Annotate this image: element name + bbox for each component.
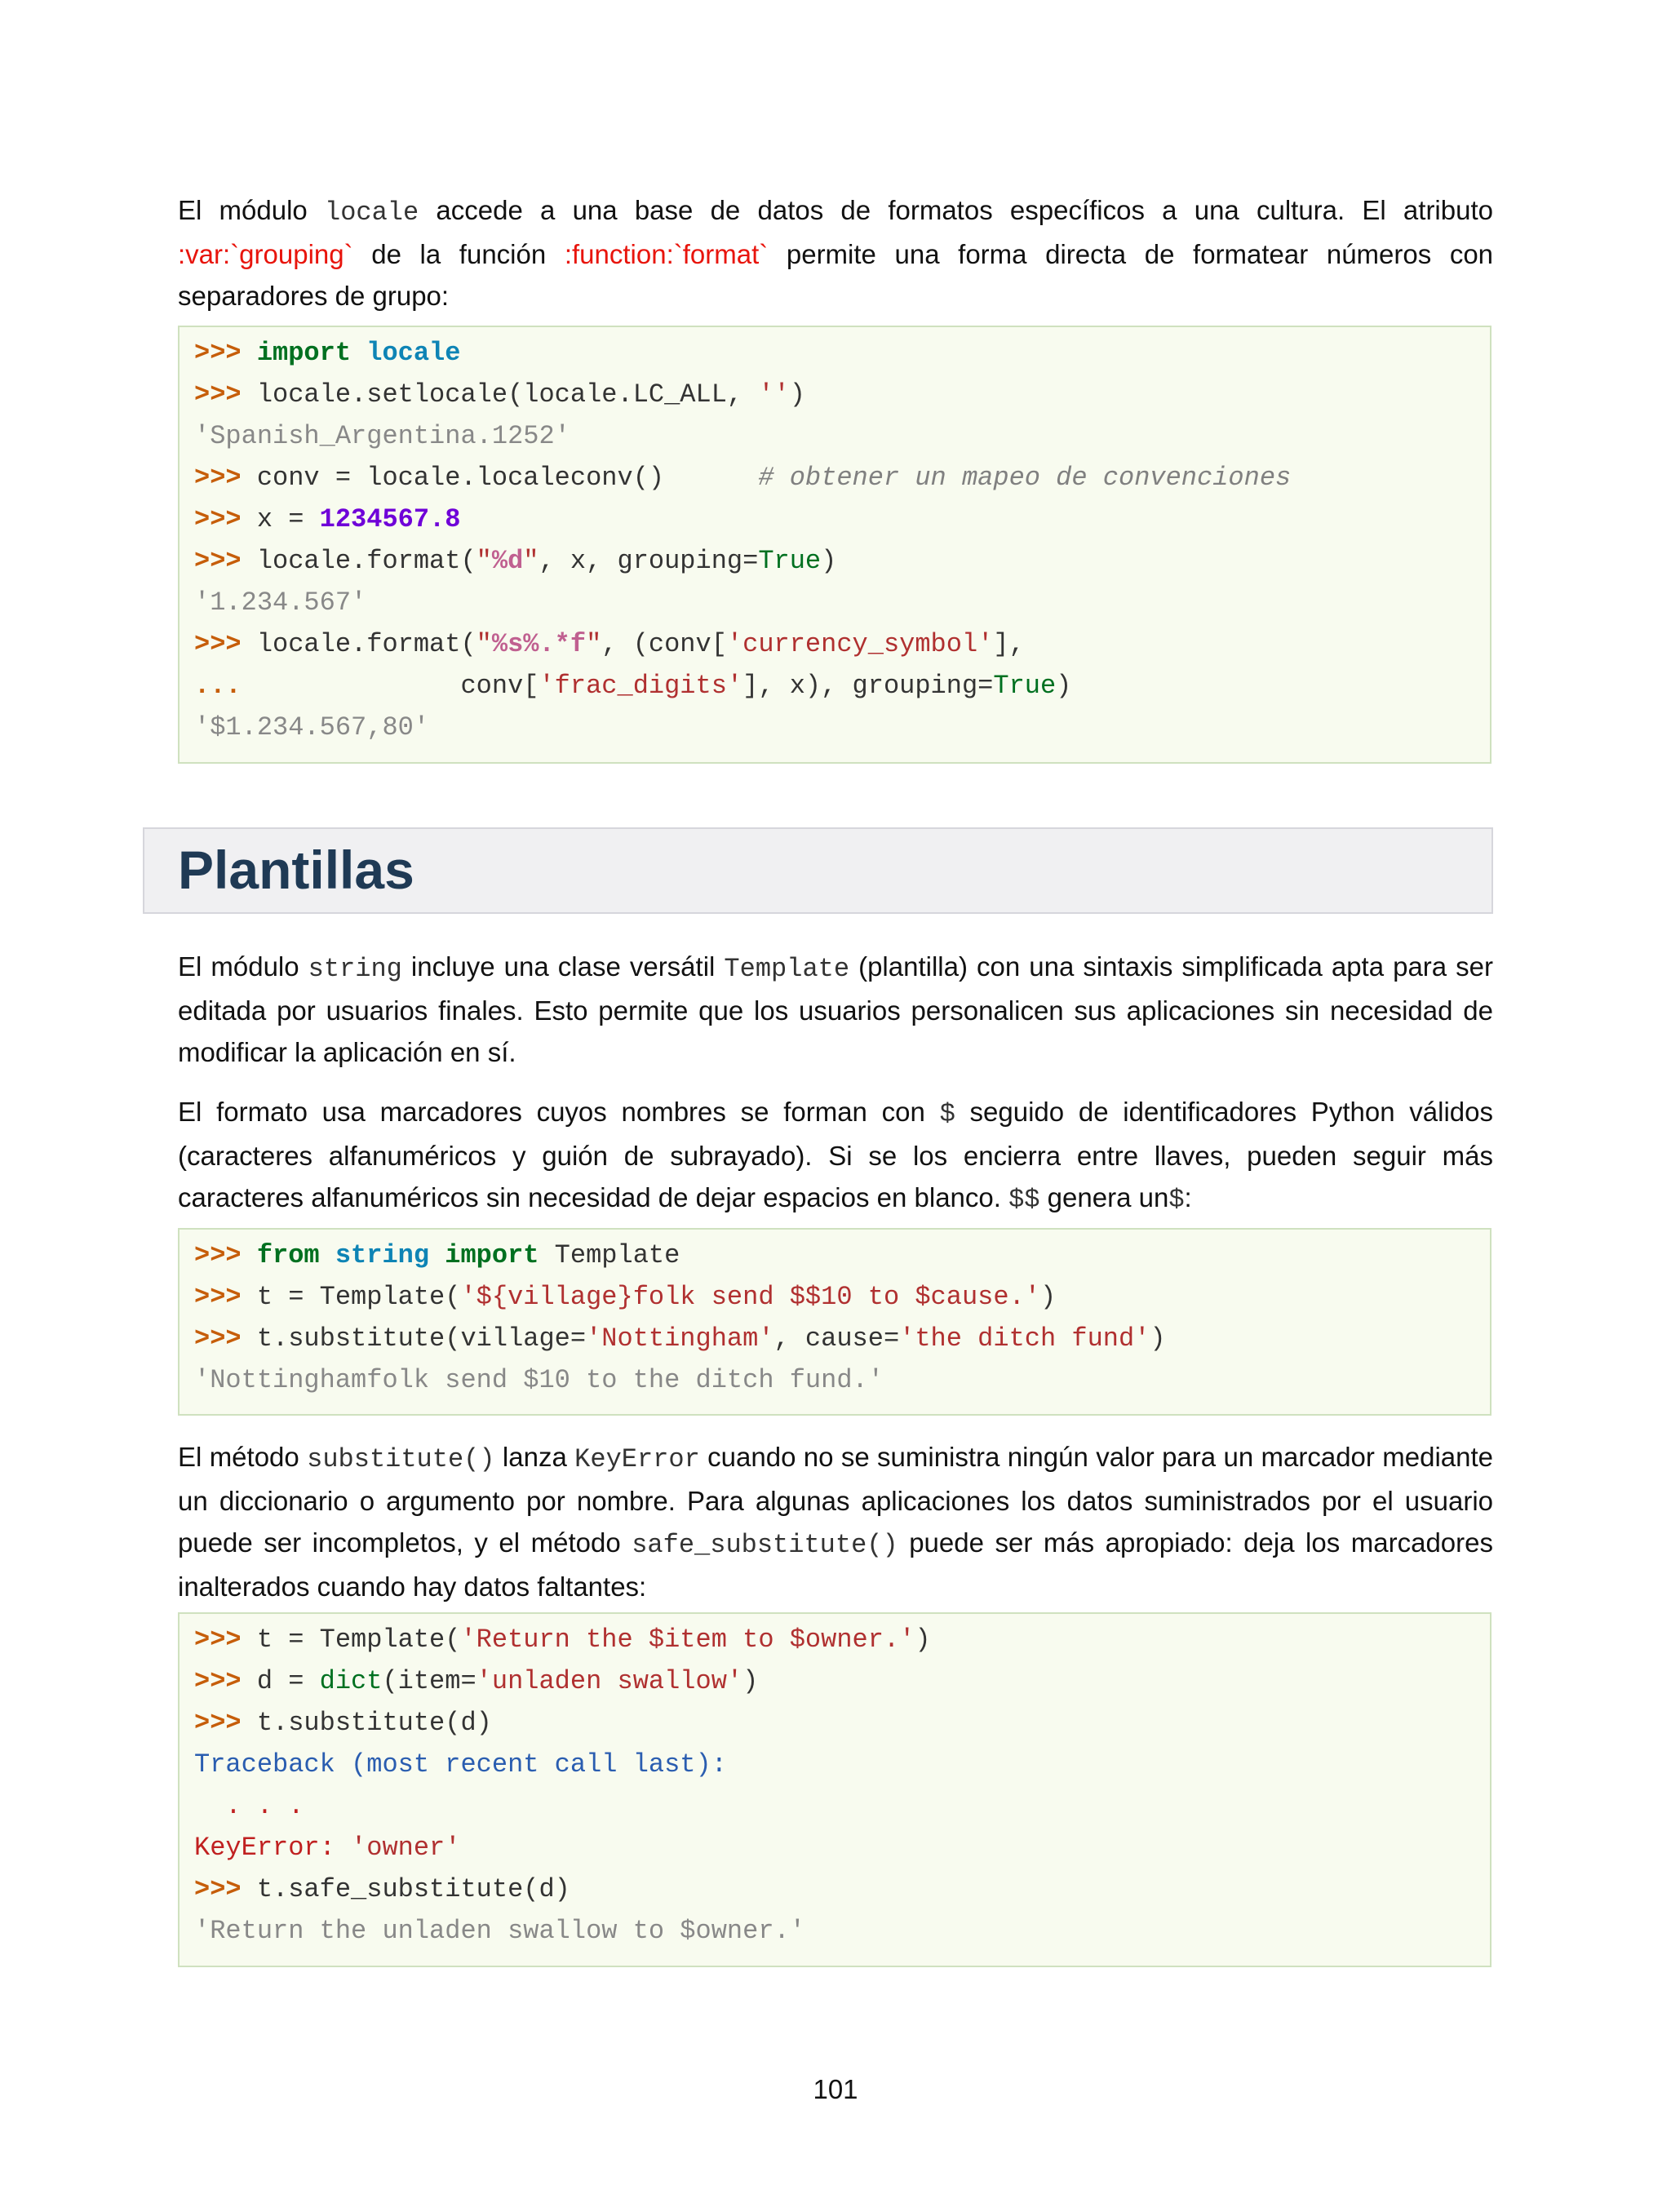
inline-code-string: string: [308, 954, 402, 984]
inline-code-dollar: $: [939, 1099, 955, 1129]
paragraph-string-template: El módulo string incluye una clase versátil Template (plantilla) con una sintaxis simplificada apta para ser editada por usuarios finales. Esto permite que los usuarios personalicen sus aplicaciones sin necesidad de modificar la aplicación en sí.: [178, 951, 1494, 1067]
code-line: >>> t.safe_substitute(d): [194, 1874, 570, 1904]
code-line: >>> t.substitute(village='Nottingham', cause='the ditch fund'): [194, 1323, 1166, 1354]
paragraph-placeholders: El formato usa marcadores cuyos nombres se forman con $ seguido de identificadores Python válidos (caracteres alfanuméricos y guión de subrayado). Si se los encierra entre llaves, pueden seguir más caracteres alfanuméricos sin necesidad de dejar espacios en blanco. $$ genera un$:: [178, 1097, 1494, 1215]
code-line: >>> x = 1234567.8: [194, 504, 461, 534]
code-line: >>> locale.setlocale(locale.LC_ALL, ''): [194, 379, 805, 410]
code-block-locale: [178, 326, 1491, 764]
intro-paragraph: El módulo locale accede a una base de datos de formatos específicos a una cultura. El atributo :var:`grouping` de la función :function:`format` permite una forma directa de formatear números con separadores de grupo:: [178, 195, 1494, 311]
inline-code-dollar: $: [1168, 1185, 1185, 1215]
code-line: >>> locale.format("%s%.*f", (conv['currency_symbol'],: [194, 629, 1025, 659]
inline-code-template: Template: [724, 954, 850, 984]
code-line: >>> d = dict(item='unladen swallow'): [194, 1666, 759, 1696]
role-function-format: :function:`format`: [564, 239, 769, 269]
code-output: 'Spanish_Argentina.1252': [194, 421, 570, 451]
code-output: 'Return the unladen swallow to $owner.': [194, 1916, 805, 1946]
code-line: >>> locale.format("%d", x, grouping=True): [194, 546, 837, 576]
code-line: >>> t = Template('${village}folk send $$10 to $cause.'): [194, 1282, 1057, 1312]
code-line: ... conv['frac_digits'], x), grouping=True): [194, 671, 1072, 701]
traceback-line: Traceback (most recent call last):: [194, 1749, 727, 1780]
page-number: 101: [813, 2074, 858, 2104]
code-line: >>> t = Template('Return the $item to $owner.'): [194, 1625, 931, 1655]
code-block-safe-substitute: [178, 1612, 1491, 1967]
inline-code-locale: locale: [324, 197, 419, 228]
code-line: >>> conv = locale.localeconv() # obtener un mapeo de convenciones: [194, 463, 1292, 493]
code-block-template: [178, 1228, 1491, 1416]
code-line: >>> from string import Template: [194, 1240, 680, 1270]
code-line: >>> import locale: [194, 338, 461, 368]
code-output: '$1.234.567,80': [194, 712, 430, 743]
inline-code-substitute: substitute(): [307, 1444, 495, 1474]
code-output: '1.234.567': [194, 587, 367, 618]
traceback-ellipsis: . . .: [194, 1791, 304, 1821]
inline-code-safe-substitute: safe_substitute(): [632, 1530, 898, 1560]
code-output: 'Nottinghamfolk send $10 to the ditch fund.': [194, 1365, 884, 1395]
role-var-grouping: :var:`grouping`: [178, 239, 353, 269]
error-line: KeyError: 'owner': [194, 1833, 461, 1863]
code-line: >>> t.substitute(d): [194, 1708, 492, 1738]
paragraph-substitute: El método substitute() lanza KeyError cuando no se suministra ningún valor para un marcador mediante un diccionario o argumento por nombre. Para algunas aplicaciones los datos suministrados por el usuario puede ser incompletos, y el método safe_substitute() puede ser más apropiado: deja los marcadores inalterados cuando hay datos faltantes:: [178, 1442, 1494, 1602]
section-heading-box: [143, 827, 1493, 914]
section-heading: Plantillas: [178, 840, 414, 900]
inline-code-keyerror: KeyError: [574, 1444, 700, 1474]
inline-code-double-dollar: $$: [1008, 1185, 1040, 1215]
